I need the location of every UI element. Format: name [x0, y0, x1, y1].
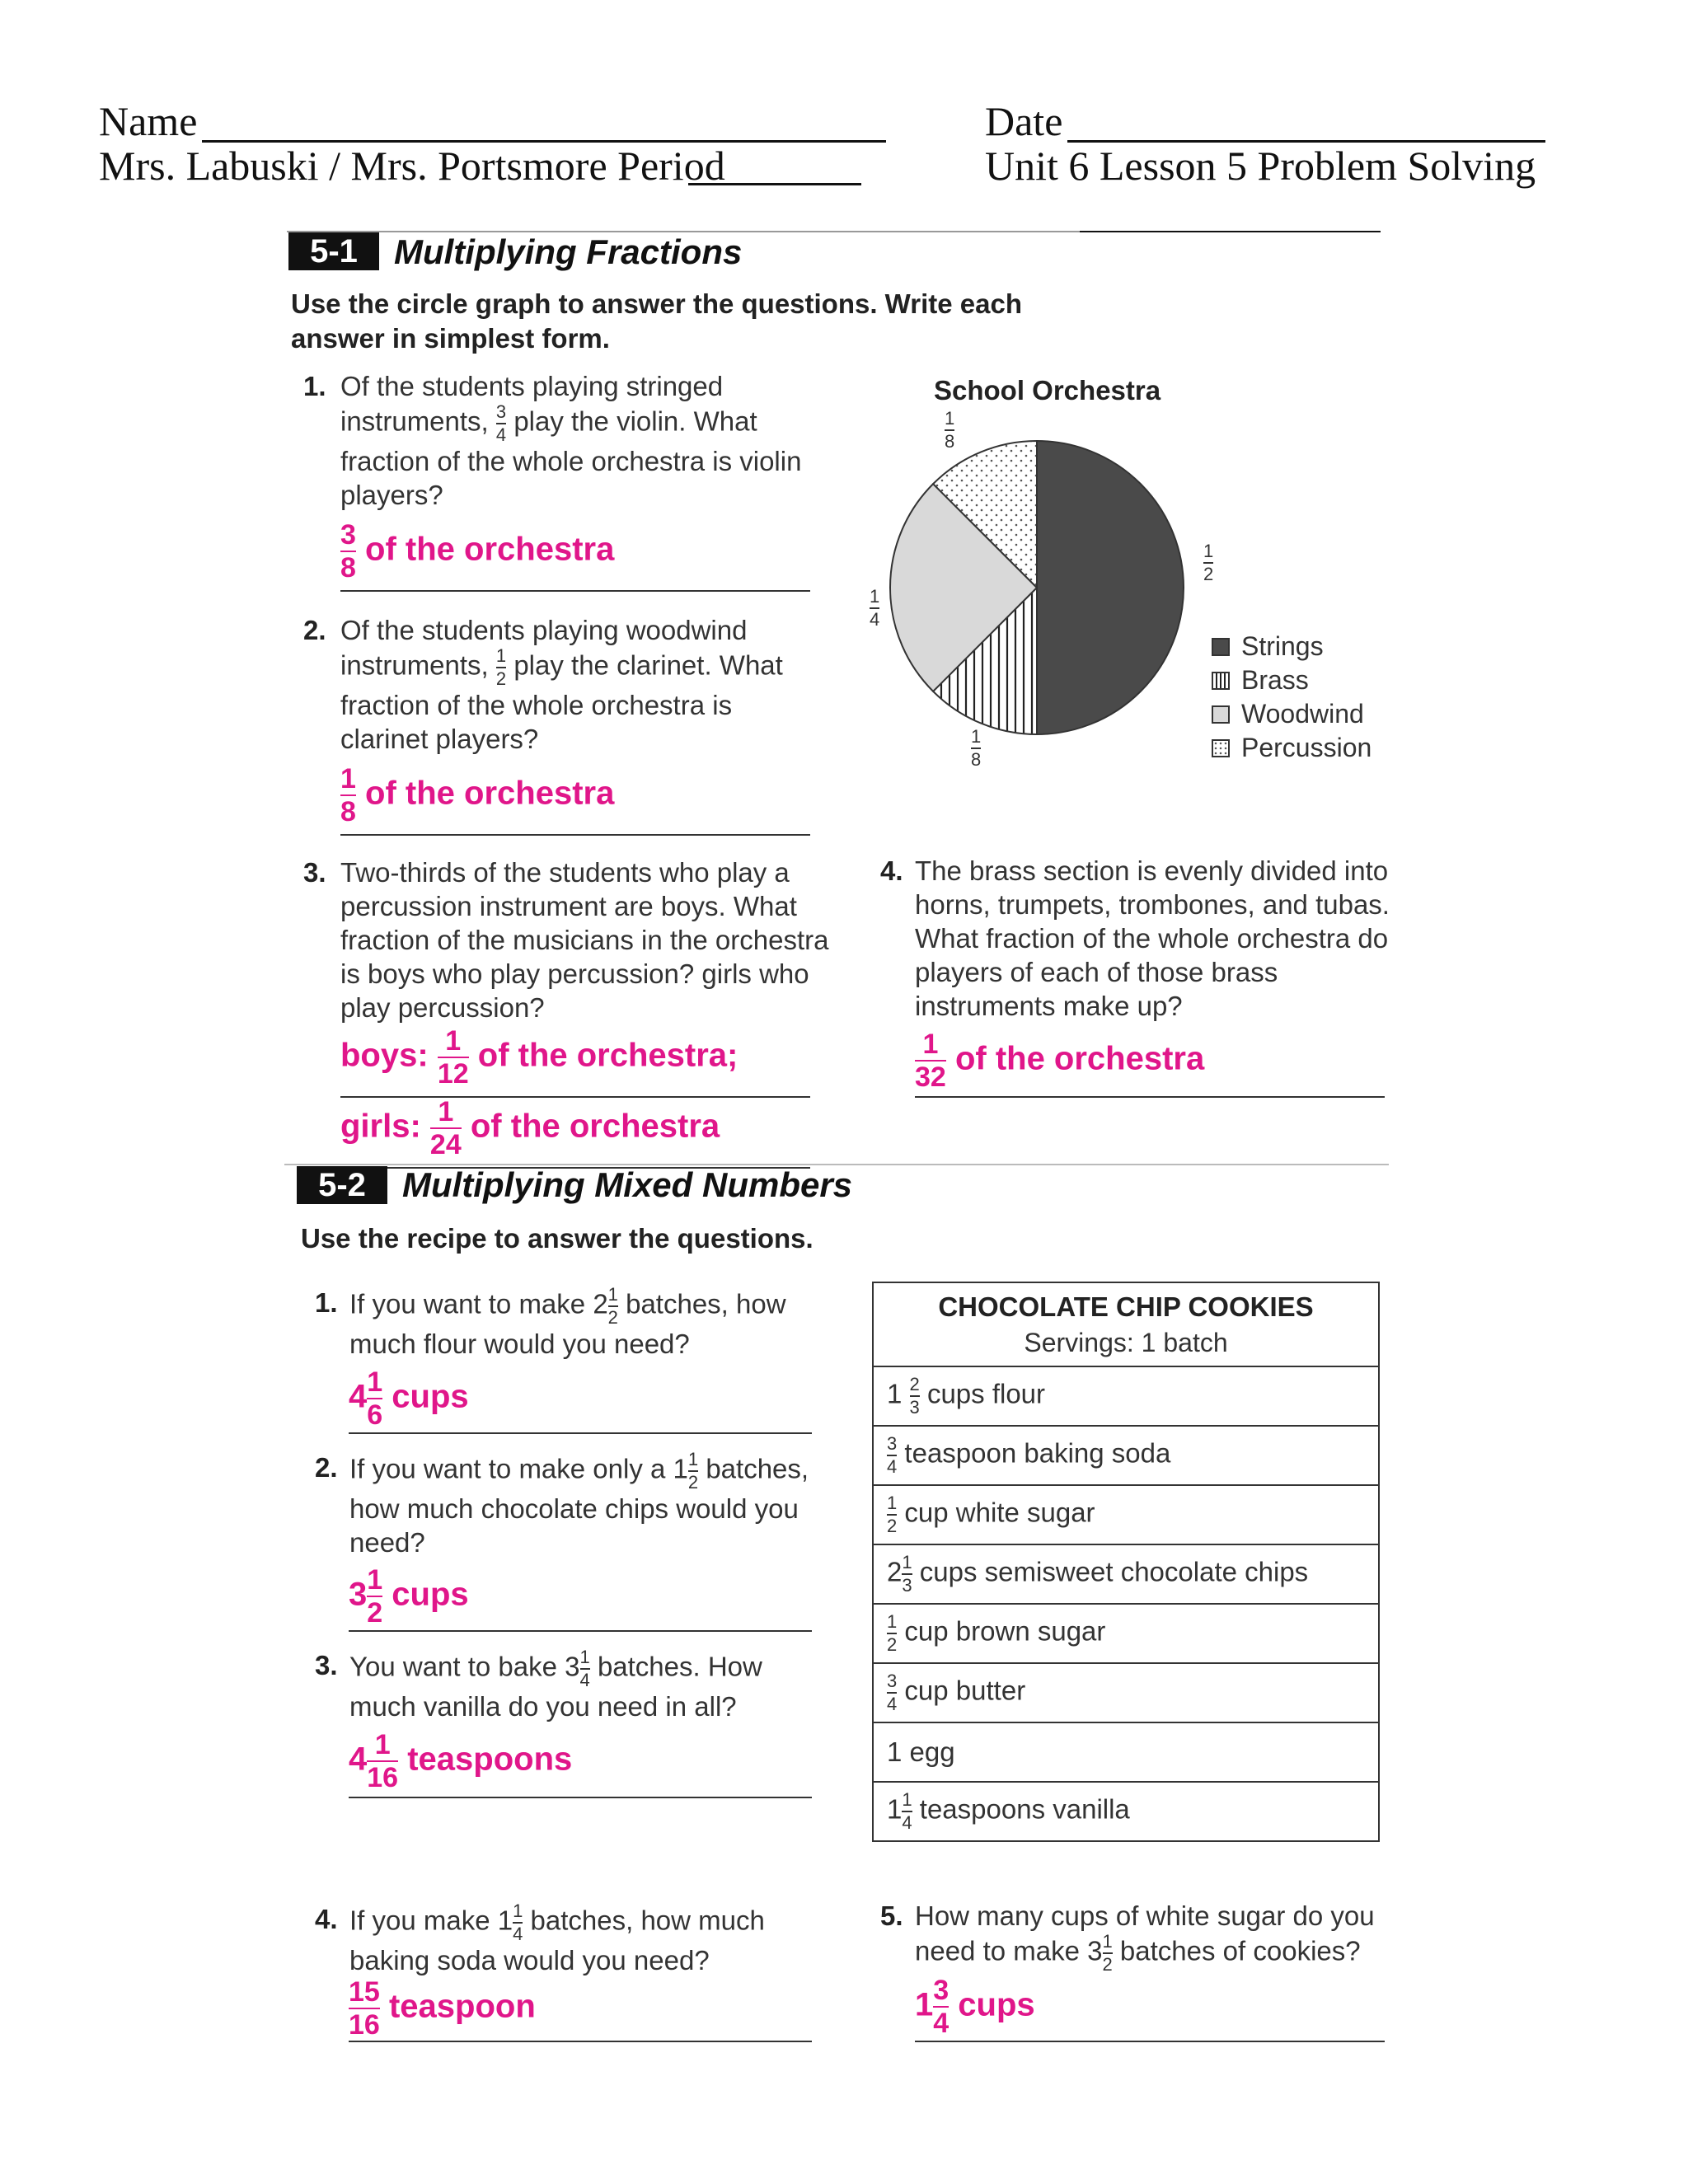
fraction: $\frac{3}{4}$	[495, 401, 507, 445]
s1-question-3: 3. Two-thirds of the students who play a percussion instrument are boys. What fraction of the musicians in the orchestra is boys who play percussion? girls who play percussion?	[303, 857, 829, 1023]
s2-question-3: 3. You want to bake 3 $\frac{1}{4}$ batches. How much vanilla do you need in all?	[315, 1647, 762, 1722]
pie-chart	[865, 404, 1261, 791]
recipe-item: 1 egg	[873, 1722, 1379, 1782]
s1-question-2: 2. Of the students playing woodwind instruments, $\frac{1}{2}$ play the clarinet. What fraction of the whole orchestra is clarinet players?	[303, 615, 783, 754]
unit-label: Unit 6 Lesson 5 Problem Solving	[985, 143, 1536, 189]
section-badge-5-2: 5-2	[297, 1166, 387, 1204]
recipe-header	[873, 1282, 1379, 1366]
s1-question-1: 1. Of the students playing stringed instruments, $\frac{3}{4}$ play the violin. What fraction of the whole orchestra is violin players?	[303, 371, 802, 510]
s2-answer-4: $\frac{15}{16}$ teaspoon	[349, 1976, 536, 2041]
recipe-item: $\frac{3}{4}$ teaspoon baking soda	[873, 1426, 1379, 1485]
recipe-servings: Servings: 1 batch	[1024, 1327, 1228, 1357]
legend-item-woodwind: Woodwind	[1212, 699, 1372, 729]
pie-slice-strings	[1037, 441, 1184, 734]
s1-answer-4: $\frac{1}{32}$ of the orchestra	[915, 1029, 1205, 1093]
section1-instructions: Use the circle graph to answer the questions. Write each answer in simplest form.	[291, 288, 1022, 354]
s2-answer-line-2[interactable]	[349, 1630, 812, 1632]
date-label: Date	[985, 98, 1063, 144]
s1-answer-3a: boys: $\frac{1}{12}$ of the orchestra;	[340, 1025, 738, 1090]
s1-answer-2: $\frac{1}{8}$ of the orchestra	[340, 763, 615, 827]
s2-answer-line-3[interactable]	[349, 1797, 812, 1798]
recipe-item: $\frac{1}{2}$ cup brown sugar	[873, 1604, 1379, 1663]
s1-answer-line-4[interactable]	[915, 1096, 1385, 1098]
pie-label-brass: $\frac{1}{8}$	[971, 726, 982, 770]
s2-question-2: 2. If you want to make only a 1 $\frac{1}{2}$ batches, how much chocolate chips would you need?	[315, 1449, 809, 1558]
s2-answer-3: 4 $\frac{1}{16}$ teaspoons	[349, 1729, 573, 1793]
s1-answer-1: $\frac{3}{8}$ of the orchestra	[340, 519, 615, 583]
s1-answer-line-2[interactable]	[340, 834, 810, 836]
s2-answer-1: 4 $\frac{1}{6}$ cups	[349, 1366, 469, 1431]
recipe-item: $\frac{1}{2}$ cup white sugar	[873, 1485, 1379, 1544]
recipe-title: CHOCOLATE CHIP COOKIES	[938, 1291, 1314, 1322]
s2-question-5: 5. How many cups of white sugar do you need to make 3 $\frac{1}{2}$ batches of cookies?	[880, 1900, 1375, 1975]
recipe-item: 1 $\frac{2}{3}$ cups flour	[873, 1366, 1379, 1426]
s2-question-1: 1. If you want to make 2 $\frac{1}{2}$ batches, how much flour would you need?	[315, 1284, 786, 1359]
legend-item-percussion: Percussion	[1212, 733, 1372, 763]
chart-title: School Orchestra	[934, 375, 1161, 405]
recipe-item: 1 $\frac{1}{4}$ teaspoons vanilla	[873, 1782, 1379, 1841]
s1-answer-3b: girls: $\frac{1}{24}$ of the orchestra	[340, 1096, 720, 1160]
section-rule-dark	[1080, 231, 1381, 232]
pie-label-percussion: $\frac{1}{8}$	[945, 408, 955, 452]
section-title-5-2: Multiplying Mixed Numbers	[402, 1165, 853, 1204]
s2-answer-5: 1 $\frac{3}{4}$ cups	[915, 1975, 1035, 2039]
name-label: Name	[99, 98, 198, 144]
s2-answer-2: 3 $\frac{1}{2}$ cups	[349, 1564, 469, 1629]
section-badge-5-1: 5-1	[288, 232, 379, 270]
recipe-item: 2 $\frac{1}{3}$ cups semisweet chocolate chips	[873, 1544, 1379, 1604]
s1-question-4: 4. The brass section is evenly divided into horns, trumpets, trombones, and tubas. What fraction of the whole orchestra do players of each of those brass instruments make up?	[880, 855, 1390, 1021]
legend-item-brass: Brass	[1212, 665, 1372, 696]
pie-label-strings: $\frac{1}{2}$	[1203, 541, 1214, 584]
recipe-card	[872, 1282, 1380, 1842]
pie-label-woodwind: $\frac{1}{4}$	[870, 586, 880, 630]
s1-answer-line-1[interactable]	[340, 590, 810, 592]
s2-answer-line-4[interactable]	[349, 2041, 812, 2042]
chart-legend	[1212, 631, 1372, 766]
s2-answer-line-1[interactable]	[349, 1432, 812, 1434]
recipe-item: $\frac{3}{4}$ cup butter	[873, 1663, 1379, 1722]
s2-answer-line-5[interactable]	[915, 2041, 1385, 2042]
section2-instructions: Use the recipe to answer the questions.	[301, 1223, 814, 1254]
period-line[interactable]	[688, 183, 861, 185]
s2-question-4: 4. If you make 1 $\frac{1}{4}$ batches, how much baking soda would you need?	[315, 1900, 765, 1975]
teacher-label: Mrs. Labuski / Mrs. Portsmore Period	[99, 143, 725, 189]
legend-item-strings: Strings	[1212, 631, 1372, 662]
section-title-5-1: Multiplying Fractions	[394, 232, 743, 271]
